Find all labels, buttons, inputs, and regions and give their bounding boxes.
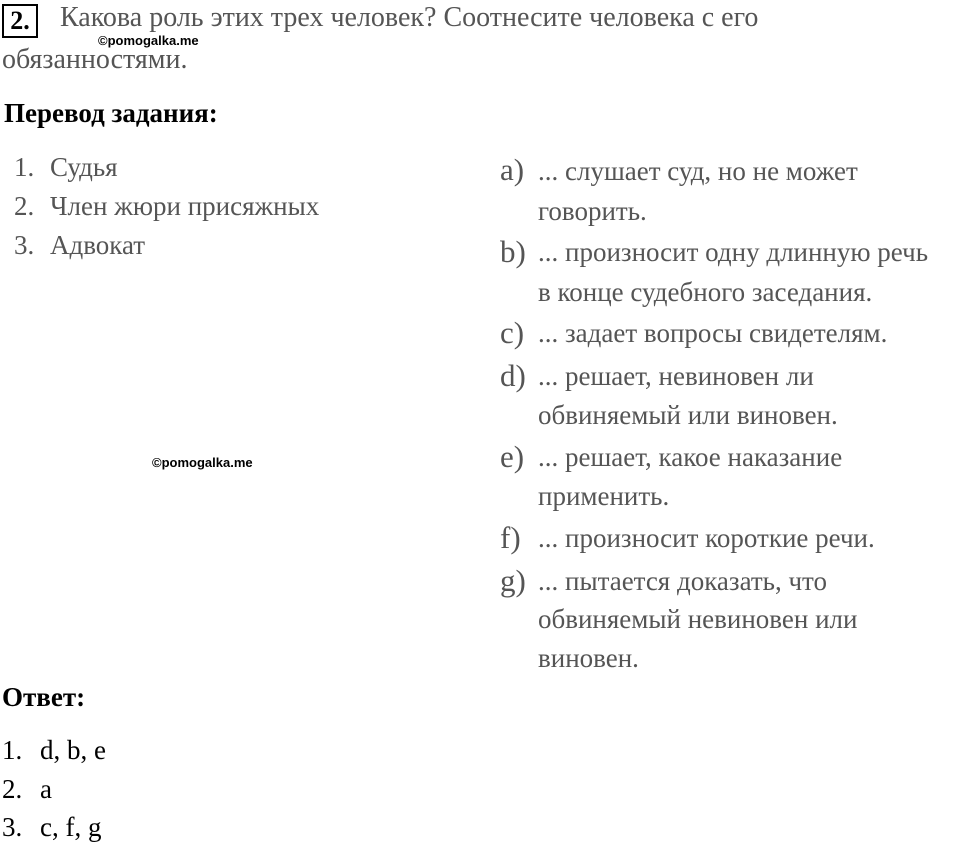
duty-text: ... решает, невиновен ли <box>538 361 814 391</box>
person-item <box>14 152 118 183</box>
duty-letter: g) <box>500 563 526 598</box>
answer-item <box>2 774 52 805</box>
answer-text: a <box>40 774 52 804</box>
duty-text: говорить. <box>538 196 647 226</box>
answer-number: 2. <box>2 774 23 804</box>
person-item <box>14 230 145 261</box>
duty-letter: a) <box>500 152 525 187</box>
answer-item <box>2 735 106 766</box>
task-text-line2: обязанностями. <box>2 44 188 75</box>
person-number: 2. <box>14 191 35 221</box>
person-number: 1. <box>14 152 35 182</box>
duty-text: обвиняемый невиновен или <box>538 604 858 634</box>
person-text: Адвокат <box>50 230 146 260</box>
duty-text: ... решает, какое наказание <box>538 442 843 472</box>
person-number: 3. <box>14 230 35 260</box>
duty-text: ... пытается доказать, что <box>538 566 827 596</box>
duty-text: ... задает вопросы свидетелям. <box>538 318 888 348</box>
duty-text: ... слушает суд, но не может <box>538 156 858 186</box>
duty-letter: c) <box>500 315 525 350</box>
duty-text: ... произносит короткие речи. <box>538 523 875 553</box>
answer-text: d, b, e <box>40 735 106 765</box>
duty-text: обвиняемый или виновен. <box>538 400 838 430</box>
answer-heading: Ответ: <box>2 682 86 712</box>
duty-letter: e) <box>500 439 525 474</box>
answer-number: 3. <box>2 812 23 842</box>
watermark-middle: ©pomogalka.me <box>152 455 253 470</box>
answer-item <box>2 812 101 843</box>
duty-text: применить. <box>538 481 670 511</box>
translation-heading: Перевод задания: <box>4 98 218 128</box>
duty-text: ... произносит одну длинную речь <box>538 237 929 267</box>
person-text: Член жюри присяжных <box>50 191 320 221</box>
duty-text: виновен. <box>538 643 639 673</box>
duty-letter: d) <box>500 358 526 393</box>
duty-letter: f) <box>500 520 521 555</box>
answer-number: 1. <box>2 735 23 765</box>
task-text-line1: Какова роль этих трех человек? Соотнесите человека с его <box>60 2 759 33</box>
duty-text: в конце судебного заседания. <box>538 277 873 307</box>
person-text: Судья <box>50 152 118 182</box>
person-item <box>14 191 319 222</box>
answer-text: c, f, g <box>40 812 102 842</box>
task-number: 2. <box>2 4 38 38</box>
duty-letter: b) <box>500 234 526 269</box>
watermark-top: ©pomogalka.me <box>98 33 199 48</box>
